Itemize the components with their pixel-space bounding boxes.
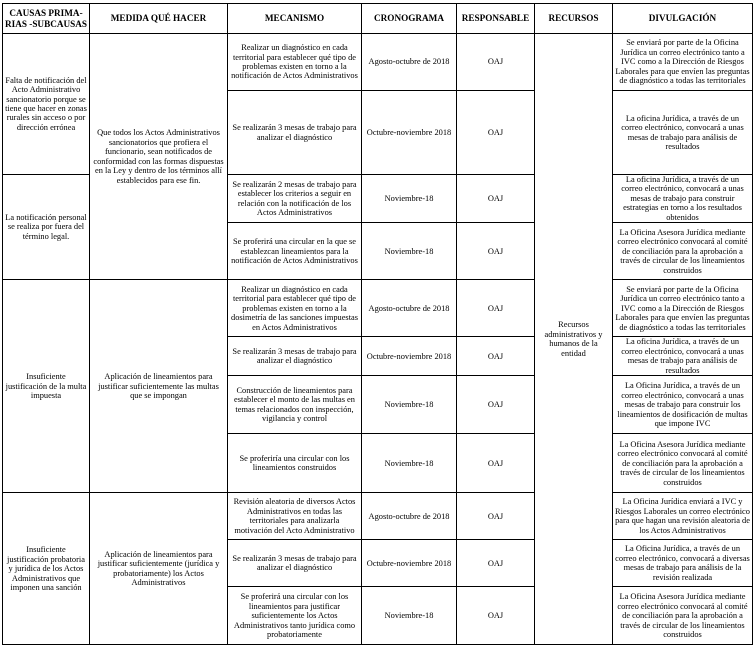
- header-mecanismo: MECANISMO: [228, 4, 362, 34]
- mecanismo-cell: Se realizarán 3 mesas de trabajo para analizar el diagnóstico: [228, 337, 362, 376]
- causa-cell: Falta de notificación del Acto Administrativo sancionatorio porque se tiene que hacer en zonas rurales sin acceso o por dirección errónea: [3, 34, 90, 175]
- responsable-cell: OAJ: [457, 337, 535, 376]
- cronograma-cell: Octubre-noviembre 2018: [362, 91, 457, 175]
- causa-cell: Insuficiente justificación probatoria y jurídica de los Actos Administrativos que imponen una sanción: [3, 493, 90, 645]
- cronograma-cell: Octubre-noviembre 2018: [362, 337, 457, 376]
- causa-cell: Insuficiente justificación de la multa impuesta: [3, 280, 90, 493]
- mecanismo-cell: Revisión aleatoria de diversos Actos Administrativos en todas las territoriales para analizarla motivación del Acto Administrativo: [228, 493, 362, 540]
- causa-cell: La notificación personal se realiza por fuera del término legal.: [3, 175, 90, 280]
- mecanismo-cell: Se proferirá una circular con los lineamientos para justificar suficientemente los Actos Administrativos tanto jurídica como probatoriamente: [228, 587, 362, 645]
- mecanismo-cell: Se realizarán 3 mesas de trabajo para analizar el diagnóstico: [228, 91, 362, 175]
- responsable-cell: OAJ: [457, 175, 535, 223]
- mecanismo-cell: Construcción de lineamientos para establecer el monto de las multas en temas relacionados con inspección, vigilancia y control: [228, 376, 362, 434]
- header-medida: MEDIDA QUÉ HACER: [90, 4, 228, 34]
- mecanismo-cell: Se proferirá una circular en la que se establezcan lineamientos para la notificación de Actos Administrativos: [228, 223, 362, 280]
- divulgacion-cell: La oficina Jurídica, a través de un correo electrónico, convocará a unas mesas de trabajo para construir estrategias en torno a los resultados obtenidos: [613, 175, 753, 223]
- responsable-cell: OAJ: [457, 280, 535, 337]
- mecanismo-cell: Se realizarán 3 mesas de trabajo para analizar el diagnóstico: [228, 540, 362, 587]
- cronograma-cell: Agosto-octubre de 2018: [362, 493, 457, 540]
- action-plan-table: [2, 3, 753, 645]
- cronograma-cell: Octubre-noviembre 2018: [362, 540, 457, 587]
- responsable-cell: OAJ: [457, 540, 535, 587]
- medida-cell: Aplicación de lineamientos para justificar suficientemente (jurídica y probatoriamente) los Actos Administrativos: [90, 493, 228, 645]
- header-cronograma: CRONOGRAMA: [362, 4, 457, 34]
- responsable-cell: OAJ: [457, 91, 535, 175]
- divulgacion-cell: La Oficina Asesora Jurídica mediante correo electrónico convocará al comité de conciliación para la aprobación a través de circular de los lineamientos construidos: [613, 223, 753, 280]
- medida-cell: Que todos los Actos Administrativos sancionatorios que profiera el funcionario, sean notificados de conformidad con las formas dispuestas en la Ley y dentro de los términos allí establecidos para ese fin.: [90, 34, 228, 280]
- cronograma-cell: Noviembre-18: [362, 376, 457, 434]
- table-row: [3, 493, 753, 540]
- divulgacion-cell: La Oficina Jurídica, a través de un correo electrónico, convocará a unas mesas de trabajo para construir los lineamientos de dosificación de multas que impone IVC: [613, 376, 753, 434]
- responsable-cell: OAJ: [457, 223, 535, 280]
- table-row: [3, 34, 753, 91]
- medida-cell: Aplicación de lineamientos para justificar suficientemente las multas que se impongan: [90, 280, 228, 493]
- cronograma-cell: Noviembre-18: [362, 223, 457, 280]
- header-responsable: RESPONSABLE: [457, 4, 535, 34]
- divulgacion-cell: La Oficina Jurídica enviará a IVC y Riesgos Laborales un correo electrónico para que hagan una revisión aleatoria de los Actos Administrativos: [613, 493, 753, 540]
- mecanismo-cell: Realizar un diagnóstico en cada territorial para establecer qué tipo de problemas existen en torno a la notificación de Actos Administrativos: [228, 34, 362, 91]
- divulgacion-cell: La oficina Jurídica, a través de un correo electrónico, convocará a unas mesas de trabajo para análisis de resultados: [613, 91, 753, 175]
- recursos-cell: Recursos administrativos y humanos de la entidad: [535, 34, 613, 645]
- responsable-cell: OAJ: [457, 587, 535, 645]
- divulgacion-cell: La Oficina Asesora Jurídica mediante correo electrónico convocará al comité de conciliación para la aprobación a través de circular de los lineamientos construidos: [613, 587, 753, 645]
- header-causas: CAUSAS PRIMARIAS -SUBCAUSAS: [3, 4, 90, 34]
- responsable-cell: OAJ: [457, 493, 535, 540]
- mecanismo-cell: Se realizarán 2 mesas de trabajo para establecer los criterios a seguir en relación con la notificación de los Actos Administrativos: [228, 175, 362, 223]
- header-row: [3, 4, 753, 34]
- divulgacion-cell: Se enviará por parte de la Oficina Jurídica un correo electrónico tanto a IVC como a la Dirección de Riesgos Laborales para que envíen las preguntas de diagnóstico a todas las territoriales: [613, 34, 753, 91]
- divulgacion-cell: La oficina Jurídica, a través de un correo electrónico, convocará a unas mesas de trabajo para análisis de resultados: [613, 337, 753, 376]
- cronograma-cell: Agosto-octubre de 2018: [362, 34, 457, 91]
- cronograma-cell: Noviembre-18: [362, 175, 457, 223]
- cronograma-cell: Noviembre-18: [362, 434, 457, 493]
- mecanismo-cell: Realizar un diagnóstico en cada territorial para establecer qué tipo de problemas existen en torno a la dosimetría de las sanciones impuestas en Actos Administrativos: [228, 280, 362, 337]
- cronograma-cell: Noviembre-18: [362, 587, 457, 645]
- responsable-cell: OAJ: [457, 376, 535, 434]
- table-row: [3, 280, 753, 337]
- header-recursos: RECURSOS: [535, 4, 613, 34]
- responsable-cell: OAJ: [457, 434, 535, 493]
- header-divulgacion: DIVULGACIÓN: [613, 4, 753, 34]
- cronograma-cell: Agosto-octubre de 2018: [362, 280, 457, 337]
- responsable-cell: OAJ: [457, 34, 535, 91]
- divulgacion-cell: Se enviará por parte de la Oficina Jurídica un correo electrónico tanto a IVC como a la Dirección de Riesgos Laborales para que envíen las preguntas de diagnóstico a todas las territoriales: [613, 280, 753, 337]
- divulgacion-cell: La Oficina Jurídica, a través de un correo electrónico, convocará a diversas mesas de trabajo para análisis de la revisión realizada: [613, 540, 753, 587]
- divulgacion-cell: La Oficina Asesora Jurídica mediante correo electrónico convocará al comité de conciliación para la aprobación a través de circular de los lineamientos construidos: [613, 434, 753, 493]
- mecanismo-cell: Se proferiría una circular con los lineamientos construidos: [228, 434, 362, 493]
